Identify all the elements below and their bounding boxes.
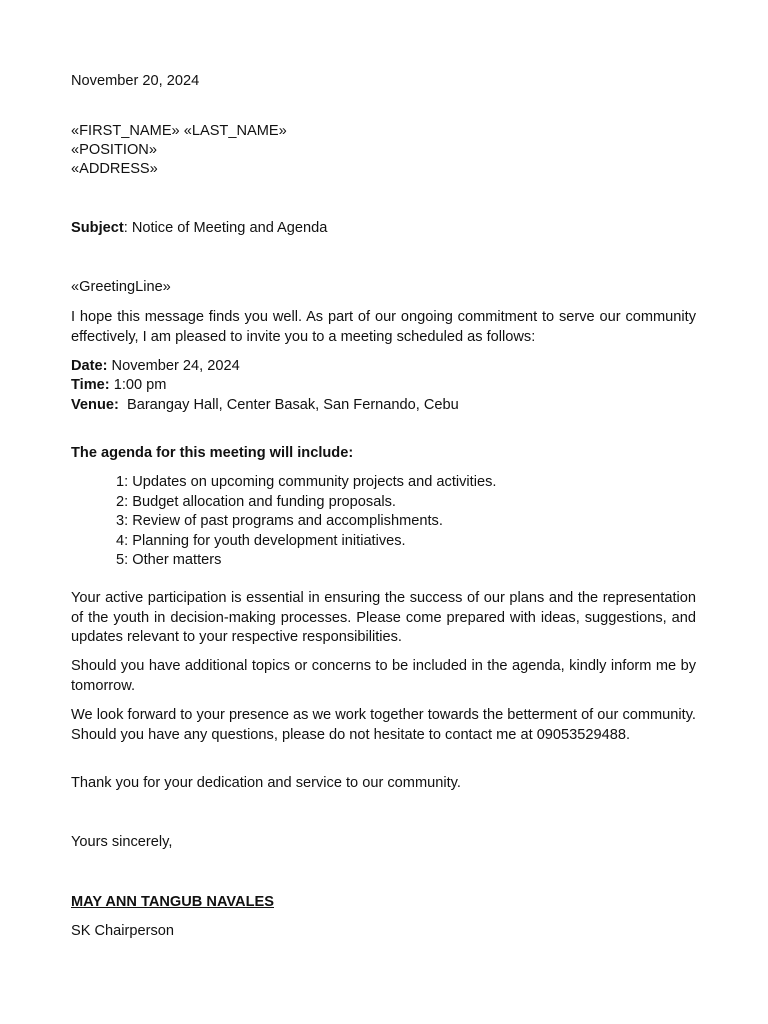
agenda-heading: The agenda for this meeting will include: bbox=[71, 445, 354, 461]
recipient-address: «ADDRESS» bbox=[71, 161, 158, 177]
signer-name: MAY ANN TANGUB NAVALES bbox=[71, 894, 274, 910]
meeting-venue-value: Barangay Hall, Center Basak, San Fernando, Cebu bbox=[118, 397, 459, 413]
agenda-item: 4: Planning for youth development initiatives. bbox=[116, 532, 406, 549]
subject-separator: : bbox=[123, 220, 128, 236]
agenda-item: 2: Budget allocation and funding proposals. bbox=[116, 493, 396, 510]
thank-you-paragraph: Thank you for your dedication and service to our community. bbox=[71, 775, 461, 791]
meeting-time-value: 1:00 pm bbox=[109, 377, 167, 393]
additional-topics-paragraph: Should you have additional topics or concerns to be included in the agenda, kindly inform me by tomorrow. bbox=[71, 658, 696, 694]
recipient-position: «POSITION» bbox=[71, 142, 157, 158]
letter-page bbox=[71, 0, 696, 1024]
meeting-date-value: November 24, 2024 bbox=[107, 358, 240, 374]
agenda-item: 3: Review of past programs and accomplishments. bbox=[116, 513, 443, 529]
subject-line bbox=[71, 219, 327, 239]
contact-paragraph: We look forward to your presence as we work together towards the betterment of our community. Should you have any questions, please do not hesitate to contact me at 09053529488. bbox=[71, 707, 696, 743]
meeting-venue-label: Venue: bbox=[71, 397, 119, 413]
greeting-line: «GreetingLine» bbox=[71, 279, 171, 295]
meeting-date bbox=[71, 357, 240, 377]
letter-date: November 20, 2024 bbox=[71, 73, 200, 89]
subject-label: Subject bbox=[71, 220, 124, 236]
intro-paragraph: I hope this message finds you well. As part of our ongoing commitment to serve our community effectively, I am pleased to invite you to a meeting scheduled as follows: bbox=[71, 309, 696, 345]
recipient-name: «FIRST_NAME» «LAST_NAME» bbox=[71, 123, 287, 139]
meeting-date-label: Date: bbox=[71, 358, 108, 374]
meeting-time bbox=[71, 376, 166, 396]
participation-paragraph: Your active participation is essential in ensuring the success of our plans and the representation of the youth in decision-making processes. Please come prepared with ideas, suggestions, and updates relevant to your respective responsibilities. bbox=[71, 590, 696, 645]
agenda-item: 5: Other matters bbox=[116, 552, 222, 568]
meeting-time-label: Time: bbox=[71, 377, 110, 393]
subject-text: Notice of Meeting and Agenda bbox=[127, 220, 328, 236]
meeting-venue bbox=[71, 396, 459, 416]
closing-line: Yours sincerely, bbox=[71, 834, 173, 850]
agenda-item: 1: Updates on upcoming community projects and activities. bbox=[116, 474, 497, 490]
agenda-list bbox=[116, 473, 496, 571]
signer-title: SK Chairperson bbox=[71, 923, 175, 939]
